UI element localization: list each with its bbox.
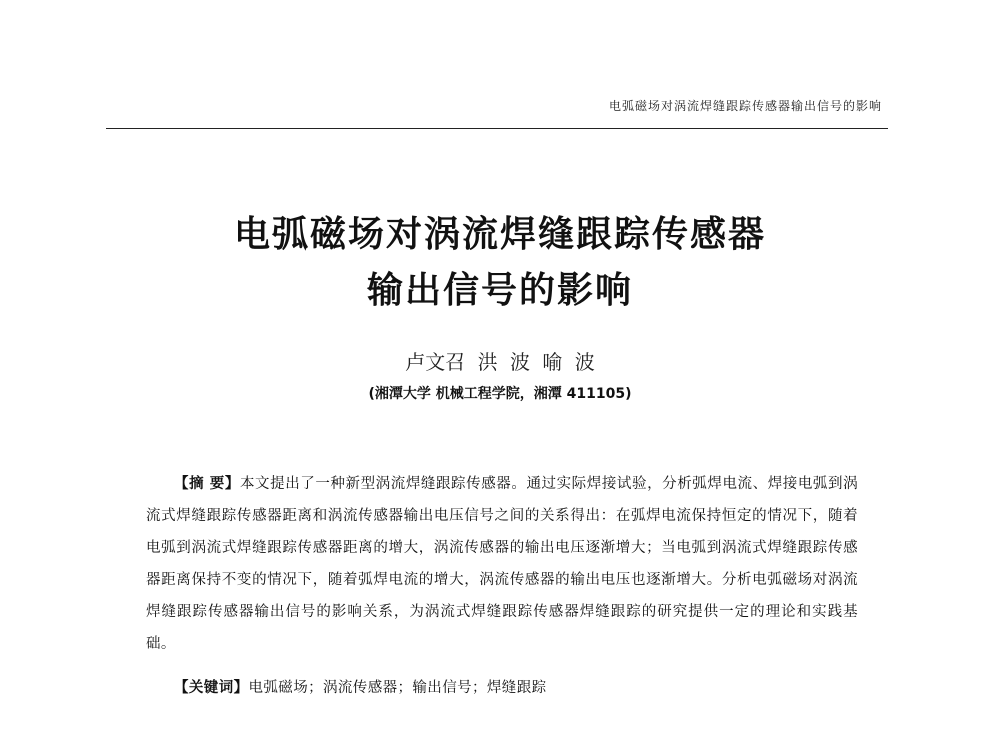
abstract-text: 本文提出了一种新型涡流焊缝跟踪传感器。通过实际焊接试验，分析弧焊电流、焊接电弧到涡流式焊缝跟踪传感器距离和涡流传感器输出电压信号之间的关系得出：在弧焊电流保持恒定的情况下，随着电弧到涡流式焊缝跟踪传感器距离的增大，涡流传感器的输出电压逐渐增大；当电弧到涡流式焊缝跟踪传感器距离保持不变的情况下，随着弧焊电流的增大，涡流传感器的输出电压也逐渐增大。分析电弧磁场对涡流焊缝跟踪传感器输出信号的影响关系，为涡流式焊缝跟踪传感器焊缝跟踪的研究提供一定的理论和实践基础。 xyxy=(146,476,858,652)
abstract-label: 【摘 要】 xyxy=(174,476,240,492)
header-rule xyxy=(106,128,888,129)
paper-title-line-2: 输出信号的影响 xyxy=(366,270,633,311)
paper-title-line-1: 电弧磁场对涡流焊缝跟踪传感器 xyxy=(233,214,766,255)
abstract xyxy=(146,468,858,660)
keywords-label: 【关键词】 xyxy=(174,680,249,696)
keywords-text: 电弧磁场；涡流传感器；输出信号；焊缝跟踪 xyxy=(248,680,547,696)
affiliation: (湘潭大学 机械工程学院，湘潭 411105) xyxy=(368,386,632,402)
author-list: 卢文召 洪 波 喻 波 xyxy=(405,350,595,374)
running-header: 电弧磁场对涡流焊缝跟踪传感器输出信号的影响 xyxy=(608,99,882,113)
keywords xyxy=(174,676,547,697)
